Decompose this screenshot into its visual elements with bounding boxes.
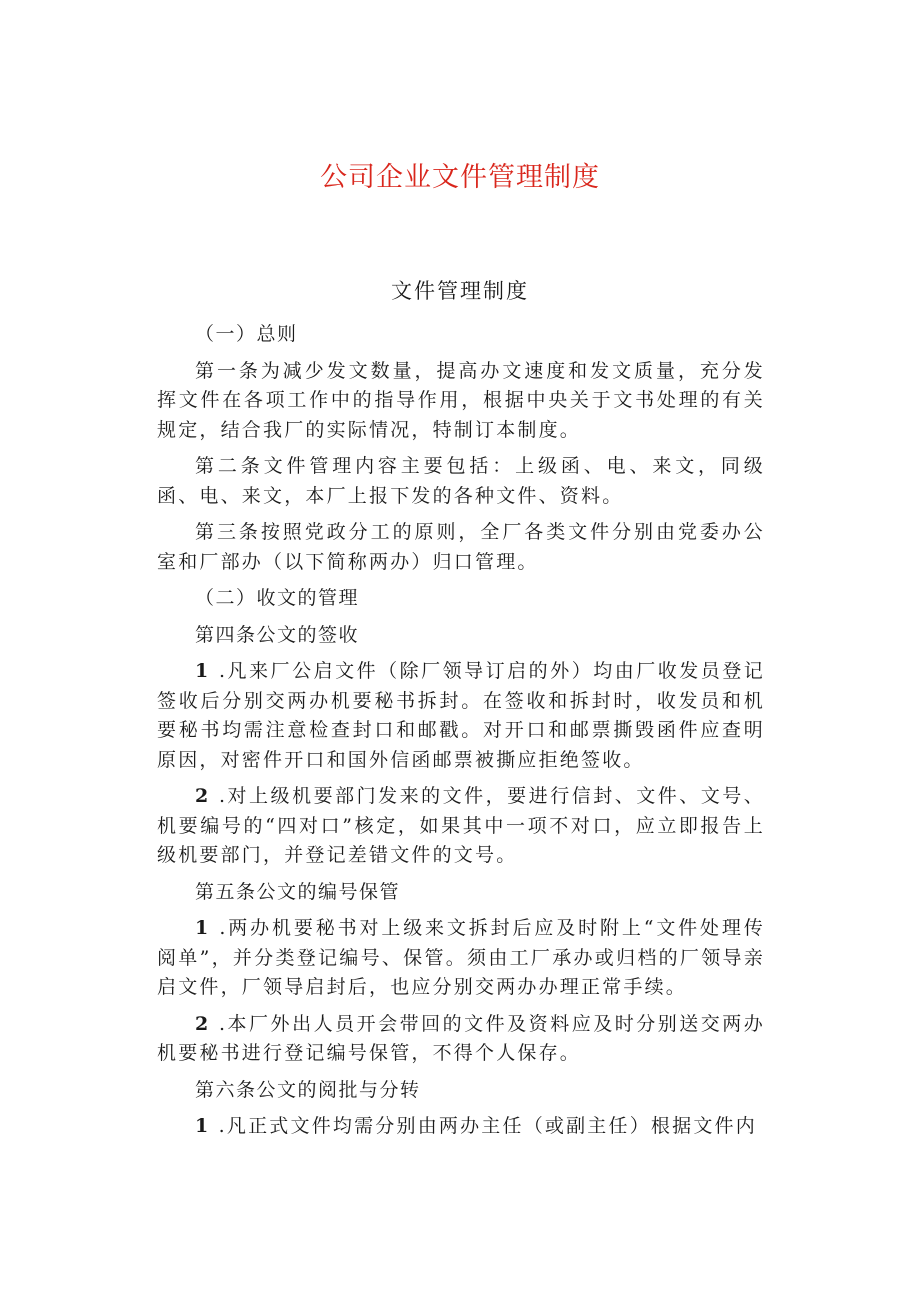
- numbered-item: [157, 657, 765, 775]
- item-number: 1: [195, 917, 211, 939]
- numbered-item: [157, 782, 765, 871]
- document-subtitle: 文件管理制度: [391, 279, 529, 303]
- item-number: 1: [195, 1115, 211, 1137]
- section-heading: （一）总则: [195, 323, 298, 345]
- section-heading: 第五条公文的编号保管: [195, 880, 401, 903]
- item-text: .凡来厂公启文件（除厂领导订启的外）均由厂收发员登记签收后分别交两办机要秘书拆封。在签收和拆封时，收发员和机要秘书均需注意检查封口和邮戳。对开口和邮票撕毁函件应查明原因，对密件开口和国外信函邮票被撕应拒绝签收。: [157, 660, 765, 771]
- numbered-item: [157, 1010, 765, 1069]
- item-number: 2: [195, 1012, 211, 1035]
- numbered-item: [157, 914, 765, 1003]
- item-text: .对上级机要部门发来的文件，要进行信封、文件、文号、机要编号的“四对口”核定，如果其中一项不对口，应立即报告上级机要部门，并登记差错文件的文号。: [157, 785, 765, 866]
- item-number: 1: [195, 660, 211, 682]
- item-number: 2: [195, 785, 211, 807]
- section-heading: 第四条公文的签收: [195, 623, 360, 646]
- item-text: .凡正式文件均需分别由两办主任（或副主任）根据文件内: [218, 1115, 757, 1137]
- body-paragraph: 第三条按照党政分工的原则，全厂各类文件分别由党委办公室和厂部办（以下简称两办）归口管理。: [157, 521, 765, 573]
- item-text: .本厂外出人员开会带回的文件及资料应及时分别送交两办机要秘书进行登记编号保管，不得个人保存。: [157, 1012, 765, 1064]
- body-paragraph: 第一条为减少发文数量，提高办文速度和发文质量，充分发挥文件在各项工作中的指导作用，根据中央关于文书处理的有关规定，结合我厂的实际情况，特制订本制度。: [157, 359, 765, 441]
- document-title: 公司企业文件管理制度: [320, 162, 600, 193]
- document-body: [157, 320, 765, 1149]
- item-text: .两办机要秘书对上级来文拆封后应及时附上“文件处理传阅单”，并分类登记编号、保管。须由工厂承办或归档的厂领导亲启文件，厂领导启封后，也应分别交两办办理正常手续。: [157, 917, 765, 998]
- section-heading: （二）收文的管理: [195, 587, 360, 609]
- section-heading: 第六条公文的阅批与分转: [195, 1078, 421, 1101]
- numbered-item: [157, 1112, 765, 1142]
- body-paragraph: 第二条文件管理内容主要包括：上级函、电、来文，同级函、电、来文，本厂上报下发的各种文件、资料。: [157, 455, 765, 507]
